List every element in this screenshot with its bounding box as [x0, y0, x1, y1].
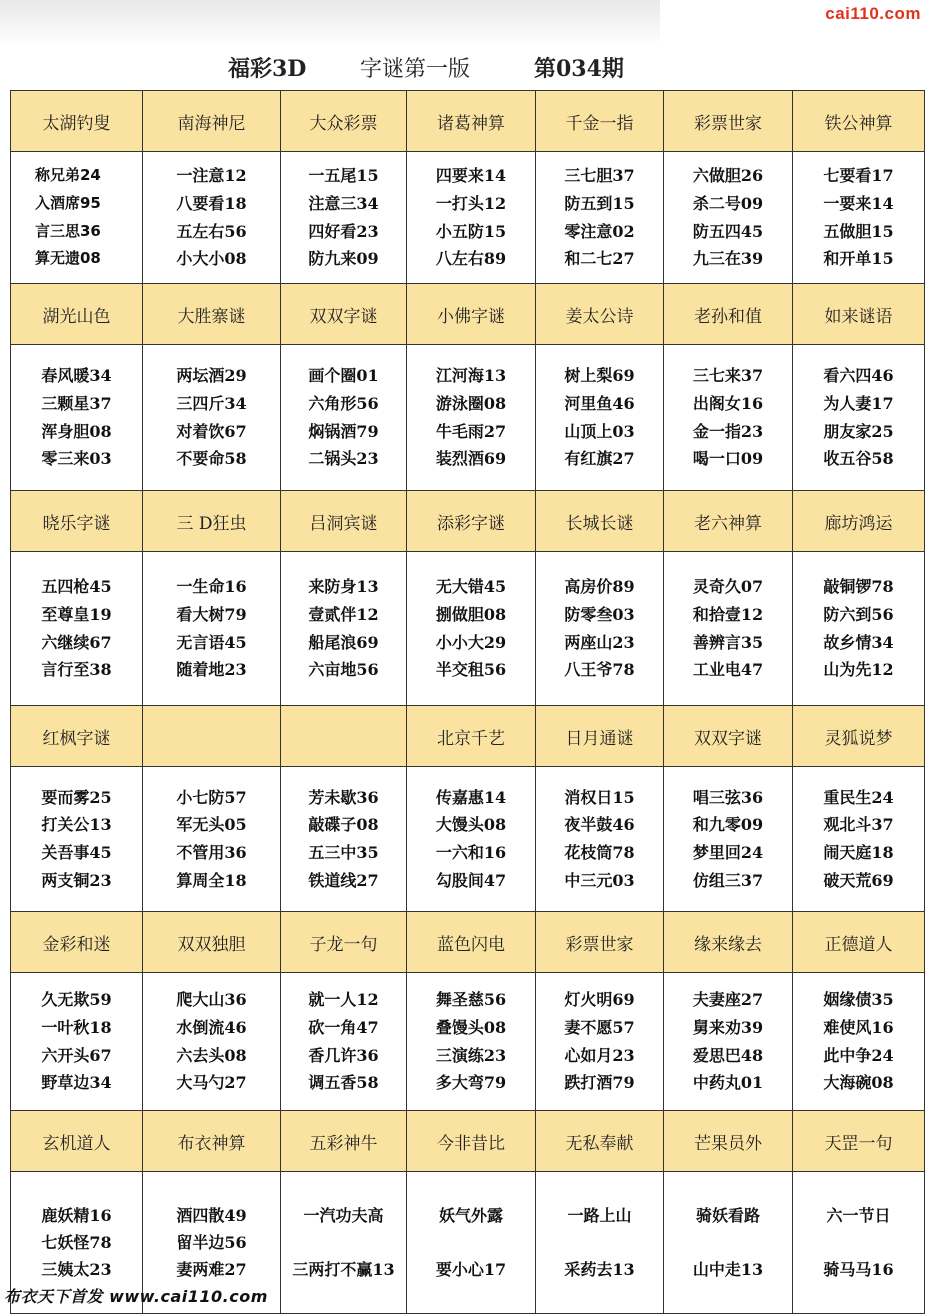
title-issue: 第034期 [534, 56, 624, 82]
entry-cell [281, 552, 407, 706]
entry-line: 五左右56 [176, 221, 247, 241]
column-header [143, 706, 281, 767]
entry-cell [793, 767, 925, 912]
entry-line: 要小心17 [435, 1260, 507, 1279]
entry-line: 山顶上03 [564, 421, 635, 441]
entry-line: 言三思36 [35, 221, 101, 240]
column-header: 大胜寨谜 [143, 284, 281, 345]
entry-line: 出阁女16 [692, 393, 764, 413]
header-row [11, 912, 925, 973]
entry-line: 七妖怪78 [41, 1233, 112, 1252]
entry-line: 夫妻座27 [692, 990, 764, 1010]
entry-line: 善辨言35 [692, 632, 764, 652]
entry-line: 芳未歇36 [308, 787, 379, 807]
entry-line: 树上梨69 [564, 366, 635, 386]
entry-line: 破天荒69 [823, 870, 894, 890]
entry-line: 八王爷78 [564, 660, 635, 680]
column-header: 湖光山色 [11, 284, 143, 345]
entry-cell [11, 973, 143, 1111]
entry-line: 不要命58 [176, 449, 247, 469]
entry-line: 山为先12 [823, 660, 894, 680]
entry-line: 要而雾25 [41, 787, 112, 807]
column-header: 蓝色闪电 [407, 912, 536, 973]
entry-cell [536, 973, 664, 1111]
title-lottery: 福彩3D [228, 56, 307, 82]
entry-line: 山中走13 [692, 1260, 764, 1279]
entry-line: 注意三34 [308, 193, 379, 213]
entry-cell [407, 345, 536, 491]
entry-line: 焖锅酒79 [308, 421, 379, 441]
entry-line: 此中争24 [823, 1045, 894, 1065]
entry-cell [281, 345, 407, 491]
entry-line: 称兄弟24 [35, 166, 101, 185]
entry-line: 朋友家25 [823, 421, 894, 441]
entry-cell [407, 767, 536, 912]
entry-line: 对着饮67 [176, 421, 247, 441]
entry-line: 春风暖34 [41, 366, 112, 386]
column-header: 北京千艺 [407, 706, 536, 767]
entry-line: 小七防57 [176, 787, 247, 807]
entry-cell [664, 767, 793, 912]
entry-line: 入酒席95 [35, 193, 101, 212]
column-header: 铁公神算 [793, 91, 925, 152]
entry-line: 梦里回24 [692, 843, 764, 862]
entry-line: 和二七27 [564, 249, 635, 269]
entry-line: 妻两难27 [176, 1260, 247, 1279]
entry-line: 一叶秋18 [41, 1017, 112, 1037]
entry-line: 三颗星37 [41, 393, 112, 413]
entry-line: 一注意12 [176, 166, 247, 186]
entry-line: 半交租56 [435, 660, 507, 680]
entry-cell [536, 345, 664, 491]
entry-line: 野草边34 [41, 1073, 112, 1093]
entry-line: 算周全18 [176, 870, 247, 890]
entry-line: 一汽功夫高 [303, 1206, 384, 1225]
column-header [281, 706, 407, 767]
entry-line: 看六四46 [823, 366, 894, 386]
column-header: 玄机道人 [11, 1111, 143, 1172]
entry-line: 酒四散49 [176, 1206, 247, 1225]
column-header: 姜太公诗 [536, 284, 664, 345]
entry-cell [664, 152, 793, 284]
entry-line: 唱三弦36 [692, 787, 764, 807]
entry-line: 浑身胆08 [41, 421, 112, 441]
column-header: 子龙一句 [281, 912, 407, 973]
column-header: 芒果员外 [664, 1111, 793, 1172]
entry-line: 防五到15 [564, 193, 635, 213]
entry-line: 妖气外露 [438, 1206, 503, 1225]
column-header: 五彩神牛 [281, 1111, 407, 1172]
entry-line: 六继续67 [41, 632, 112, 652]
entry-line: 中三元03 [564, 870, 635, 890]
entry-cell [664, 552, 793, 706]
entry-line: 壹贰伴12 [308, 604, 379, 624]
entry-line: 为人妻17 [823, 393, 894, 413]
entry-line: 零注意02 [564, 221, 635, 241]
entry-line: 敲碟子08 [308, 815, 379, 835]
entry-line: 跌打酒79 [564, 1073, 635, 1093]
header-row [11, 284, 925, 345]
entry-line: 收五谷58 [823, 449, 894, 469]
entry-line: 八要看18 [176, 193, 247, 213]
entry-line: 三七来37 [692, 366, 764, 386]
entry-line: 来防身13 [308, 577, 379, 597]
entry-line: 金一指23 [692, 421, 764, 441]
entry-line: 心如月23 [564, 1045, 635, 1065]
entry-cell [281, 973, 407, 1111]
entry-line: 军无头05 [176, 815, 247, 835]
entry-line: 一六和16 [435, 843, 507, 862]
column-header: 三 D狂虫 [143, 491, 281, 552]
column-header: 南海神尼 [143, 91, 281, 152]
entry-line: 砍一角47 [308, 1017, 379, 1037]
entry-cell [11, 767, 143, 912]
site-watermark: cai110.com [825, 4, 921, 23]
entry-line [407, 1229, 535, 1256]
entry-line: 两坛酒29 [176, 366, 247, 386]
entry-line: 防六到56 [823, 604, 894, 624]
entry-line: 和开单15 [823, 249, 894, 269]
entry-cell [793, 152, 925, 284]
entry-line: 不管用36 [176, 843, 247, 862]
entry-line: 一要来14 [823, 193, 894, 213]
entry-cell [664, 973, 793, 1111]
column-header: 彩票世家 [536, 912, 664, 973]
column-header: 长城长谜 [536, 491, 664, 552]
entry-cell [793, 552, 925, 706]
entry-line: 三演练23 [435, 1045, 507, 1065]
entry-line: 防五四45 [692, 221, 764, 241]
column-header: 日月通谜 [536, 706, 664, 767]
entry-line: 游泳圈08 [435, 393, 507, 413]
entry-line: 算无遗08 [35, 249, 101, 268]
column-header: 今非昔比 [407, 1111, 536, 1172]
entry-cell [143, 552, 281, 706]
entry-line: 三姨太23 [41, 1260, 112, 1279]
entry-line: 爱思巴48 [692, 1045, 764, 1065]
entry-line: 六去头08 [176, 1045, 247, 1065]
header-row [11, 491, 925, 552]
entries-row [11, 973, 925, 1111]
entry-line: 大馒头08 [435, 815, 507, 835]
entry-line: 有红旗27 [564, 449, 635, 469]
entry-line: 铁道线27 [308, 870, 379, 890]
entry-cell [407, 1172, 536, 1314]
column-header: 双双独胆 [143, 912, 281, 973]
entry-line: 就一人12 [308, 990, 379, 1010]
entry-line: 小小大29 [435, 632, 507, 652]
column-header: 彩票世家 [664, 91, 793, 152]
column-header: 天罡一句 [793, 1111, 925, 1172]
entry-line: 九三在39 [692, 249, 764, 269]
entry-line: 六做胆26 [692, 166, 764, 186]
entry-line: 故乡情34 [823, 632, 894, 652]
entry-line: 叠馒头08 [435, 1017, 507, 1037]
top-banner-strip [0, 0, 660, 46]
column-header: 太湖钓叟 [11, 91, 143, 152]
entry-line: 画个圈01 [308, 366, 379, 386]
entry-cell [536, 767, 664, 912]
entry-line: 三四斤34 [176, 393, 247, 413]
entry-line: 六一节日 [826, 1206, 891, 1225]
entry-line: 三两打不赢13 [292, 1260, 395, 1279]
column-header: 双双字谜 [664, 706, 793, 767]
entry-cell [143, 973, 281, 1111]
entry-cell [536, 152, 664, 284]
column-header: 无私奉献 [536, 1111, 664, 1172]
entry-line: 四好看23 [308, 221, 379, 241]
entry-line: 一生命16 [176, 577, 247, 597]
entries-row [11, 552, 925, 706]
entry-line: 两支铜23 [41, 870, 112, 890]
entry-line: 八左右89 [435, 249, 507, 269]
entry-line: 小五防15 [435, 221, 507, 241]
entry-line: 言行至38 [41, 660, 112, 680]
entry-cell [793, 345, 925, 491]
entry-line: 多大弯79 [435, 1073, 507, 1093]
entry-cell [407, 552, 536, 706]
entries-row [11, 152, 925, 284]
header-row [11, 706, 925, 767]
entry-line [664, 1229, 792, 1256]
entry-line: 夜半鼓46 [564, 815, 635, 835]
entry-line: 仿组三37 [692, 870, 764, 890]
entry-line: 妻不愿57 [564, 1017, 635, 1037]
entry-cell [281, 767, 407, 912]
riddle-table [10, 90, 925, 1314]
entry-line: 爬大山36 [176, 990, 247, 1010]
entry-cell [536, 1172, 664, 1314]
entry-line: 四要来14 [435, 166, 507, 186]
column-header: 红枫字谜 [11, 706, 143, 767]
entry-line: 重民生24 [823, 787, 894, 807]
column-header: 布衣神算 [143, 1111, 281, 1172]
entry-cell [536, 552, 664, 706]
entry-line: 采药去13 [564, 1260, 635, 1279]
entry-cell [664, 1172, 793, 1314]
entry-line: 鹿妖精16 [41, 1206, 112, 1225]
entry-cell [281, 1172, 407, 1314]
header-row [11, 91, 925, 152]
entry-cell [407, 973, 536, 1111]
entry-line: 喝一口09 [692, 449, 764, 469]
entry-cell [143, 767, 281, 912]
header-row [11, 1111, 925, 1172]
entry-line: 传嘉惠14 [435, 787, 507, 807]
entry-line: 和九零09 [692, 815, 764, 835]
entry-line: 六亩地56 [308, 660, 379, 680]
entry-line: 小大小08 [176, 249, 247, 269]
entry-line: 七要看17 [823, 166, 894, 186]
entry-cell [793, 1172, 925, 1314]
entry-line: 随着地23 [176, 660, 247, 680]
entry-line: 香几许36 [308, 1045, 379, 1065]
entry-line: 灵奇久07 [692, 577, 764, 597]
column-header: 大众彩票 [281, 91, 407, 152]
entry-line: 江河海13 [435, 366, 507, 386]
entry-line: 六角形56 [308, 393, 379, 413]
entry-line: 骑妖看路 [695, 1206, 760, 1225]
entry-line: 六开头67 [41, 1045, 112, 1065]
entry-line [536, 1229, 663, 1256]
column-header: 灵狐说梦 [793, 706, 925, 767]
page-title [0, 52, 860, 86]
entry-line: 装烈酒69 [435, 449, 507, 469]
entry-line: 河里鱼46 [564, 393, 635, 413]
column-header: 金彩和迷 [11, 912, 143, 973]
column-header: 廊坊鸿运 [793, 491, 925, 552]
entry-line: 调五香58 [308, 1073, 379, 1093]
entry-line: 五做胆15 [823, 221, 894, 241]
entry-line: 大马勺27 [176, 1073, 247, 1093]
entry-line: 牛毛雨27 [435, 421, 507, 441]
column-header: 双双字谜 [281, 284, 407, 345]
entry-line: 船尾浪69 [308, 632, 379, 652]
entry-line: 和拾壹12 [692, 604, 764, 624]
entry-line: 防九来09 [308, 249, 379, 269]
column-header: 诸葛神算 [407, 91, 536, 152]
entry-line: 难使风16 [823, 1017, 894, 1037]
entry-line: 打关公13 [41, 815, 112, 835]
entry-line: 杀二号09 [692, 193, 764, 213]
entry-line: 二锅头23 [308, 449, 379, 469]
entry-line: 敲铜锣78 [823, 577, 894, 597]
entry-line [281, 1229, 406, 1256]
entry-line: 水倒流46 [176, 1017, 247, 1037]
entry-line: 无言语45 [176, 632, 247, 652]
column-header: 老六神算 [664, 491, 793, 552]
entry-line: 消权日15 [564, 787, 635, 807]
entry-line: 关吾事45 [41, 843, 112, 862]
entry-line: 勾股间47 [435, 870, 507, 890]
entry-line: 一路上山 [567, 1206, 632, 1225]
entry-line: 至尊皇19 [41, 604, 112, 624]
entries-row [11, 345, 925, 491]
entry-line: 高房价89 [564, 577, 635, 597]
entry-line: 捌做胆08 [435, 604, 507, 624]
entry-line: 五四枪45 [41, 577, 112, 597]
column-header: 正德道人 [793, 912, 925, 973]
entry-cell [143, 152, 281, 284]
entry-line: 零三来03 [41, 449, 112, 469]
entry-line: 舞圣慈56 [435, 990, 507, 1010]
entry-line: 中药丸01 [692, 1073, 764, 1093]
entry-line: 骑马马16 [823, 1260, 894, 1279]
entry-line: 花枝筒78 [564, 843, 635, 862]
entry-line: 舅来劝39 [692, 1017, 764, 1037]
column-header: 小佛字谜 [407, 284, 536, 345]
entry-line: 闹天庭18 [823, 843, 894, 862]
entry-line: 一五尾15 [308, 166, 379, 186]
entry-cell [281, 152, 407, 284]
entry-line: 久无欺59 [41, 990, 112, 1010]
column-header: 老孙和值 [664, 284, 793, 345]
entry-cell [143, 345, 281, 491]
title-subtitle: 字谜第一版 [360, 57, 471, 82]
entry-line: 灯火明69 [564, 990, 635, 1010]
entry-line: 姻缘债35 [823, 990, 894, 1010]
entry-line [793, 1229, 924, 1256]
column-header: 吕洞宾谜 [281, 491, 407, 552]
entry-line: 两座山23 [564, 632, 635, 652]
column-header: 添彩字谜 [407, 491, 536, 552]
entry-cell [11, 552, 143, 706]
column-header: 晓乐字谜 [11, 491, 143, 552]
column-header: 如来谜语 [793, 284, 925, 345]
entry-cell [11, 152, 143, 284]
entry-line: 工业电47 [692, 660, 764, 680]
entry-line: 留半边56 [176, 1233, 247, 1252]
entry-cell [664, 345, 793, 491]
entry-line: 看大树79 [176, 604, 247, 624]
entry-line: 无大错45 [435, 577, 507, 597]
column-header: 千金一指 [536, 91, 664, 152]
column-header: 缘来缘去 [664, 912, 793, 973]
entries-row [11, 767, 925, 912]
entry-line: 三七胆37 [564, 166, 635, 186]
entry-line: 五三中35 [308, 843, 379, 862]
entry-cell [407, 152, 536, 284]
entry-cell [793, 973, 925, 1111]
entry-line: 大海碗08 [823, 1073, 894, 1093]
entry-line: 防零叁03 [564, 604, 635, 624]
entry-cell [11, 345, 143, 491]
entry-line: 观北斗37 [823, 815, 894, 835]
footer-credit: 布衣天下首发 www.cai110.com [4, 1287, 268, 1306]
entry-line: 一打头12 [435, 193, 507, 213]
